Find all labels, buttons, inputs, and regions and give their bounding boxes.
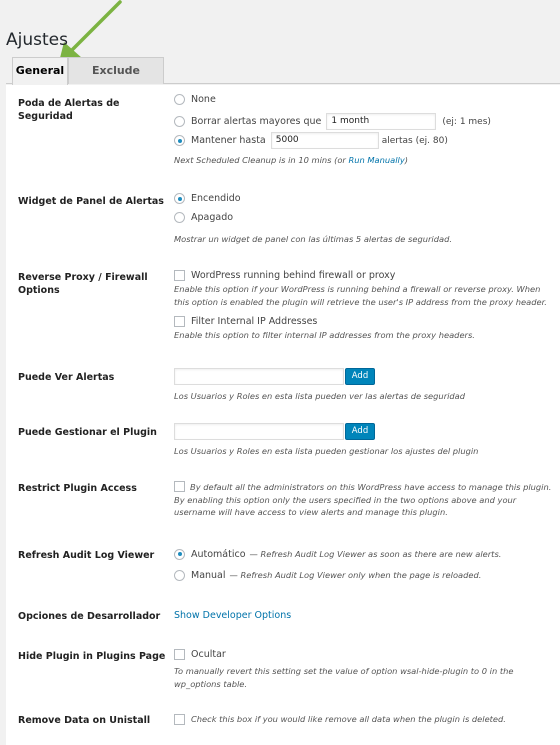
can-view-add-button[interactable]: Add bbox=[345, 368, 375, 385]
hide-plugin-label: Hide Plugin in Plugins Page bbox=[18, 651, 166, 662]
hide-plugin-option[interactable]: Ocultar bbox=[174, 649, 226, 660]
pruning-option-none[interactable]: None bbox=[174, 94, 216, 105]
refresh-option-manual[interactable]: Manual — Refresh Audit Log Viewer only when the page is reloaded. bbox=[174, 569, 481, 582]
pruning-option-older[interactable]: Borrar alertas mayores que 1 month (ej: 1 mes) bbox=[174, 113, 491, 130]
can-manage-add-button[interactable]: Add bbox=[345, 423, 375, 440]
checkbox-remove-data[interactable] bbox=[174, 714, 185, 725]
run-manually-link[interactable]: Run Manually bbox=[348, 155, 405, 165]
can-view-description: Los Usuarios y Roles en esta lista pueden ver las alertas de seguridad bbox=[174, 391, 466, 401]
pruning-option-keep[interactable]: Mantener hasta 5000 alertas (ej. 80) bbox=[174, 132, 448, 149]
widget-option-off[interactable]: Apagado bbox=[174, 212, 233, 223]
tab-bar bbox=[6, 57, 560, 84]
checkbox-filter-ip[interactable] bbox=[174, 316, 185, 327]
widget-label: Widget de Panel de Alertas bbox=[18, 196, 164, 207]
older-than-input[interactable]: 1 month bbox=[326, 113, 436, 130]
hide-plugin-description: To manually revert this setting set the value of option wsal-hide-plugin to 0 in the wp_options table. bbox=[174, 666, 514, 689]
show-developer-options-link[interactable]: Show Developer Options bbox=[174, 610, 292, 621]
can-view-label: Puede Ver Alertas bbox=[18, 372, 115, 383]
checkbox-firewall[interactable] bbox=[174, 270, 185, 281]
radio-refresh-auto[interactable] bbox=[174, 549, 185, 560]
refresh-label: Refresh Audit Log Viewer bbox=[18, 550, 155, 561]
restrict-description: By default all the administrators on this WordPress have access to manage this plugin. By enabling this option only the users specified in the two options above and your username will have access to view alerts and manage this plugin. bbox=[174, 482, 552, 517]
settings-panel bbox=[6, 85, 560, 745]
proxy-option-firewall[interactable]: WordPress running behind firewall or proxy bbox=[174, 270, 395, 281]
checkbox-hide-plugin[interactable] bbox=[174, 649, 185, 660]
keep-up-to-input[interactable]: 5000 bbox=[271, 132, 379, 149]
radio-refresh-manual[interactable] bbox=[174, 570, 185, 581]
developer-label: Opciones de Desarrollador bbox=[18, 611, 161, 622]
radio-older[interactable] bbox=[174, 116, 185, 127]
widget-description: Mostrar un widget de panel con las últimas 5 alertas de seguridad. bbox=[174, 234, 452, 244]
pruning-label: Poda de Alertas de Seguridad bbox=[18, 98, 120, 122]
can-manage-input[interactable] bbox=[174, 423, 344, 440]
next-cleanup-text: Next Scheduled Cleanup is in 10 mins (or Run Manually) bbox=[174, 155, 409, 165]
proxy-label: Reverse Proxy / Firewall Options bbox=[18, 272, 148, 296]
firewall-description: Enable this option if your WordPress is running behind a firewall or reverse proxy. When this option is enabled the plugin will retrieve the user's IP address from the proxy header. bbox=[174, 284, 547, 307]
radio-widget-on[interactable] bbox=[174, 193, 185, 204]
can-view-input[interactable] bbox=[174, 368, 344, 385]
widget-option-on[interactable]: Encendido bbox=[174, 193, 241, 204]
proxy-option-filter[interactable]: Filter Internal IP Addresses bbox=[174, 316, 317, 327]
refresh-option-auto[interactable]: Automático — Refresh Audit Log Viewer as soon as there are new alerts. bbox=[174, 548, 501, 561]
remove-data-label: Remove Data on Unistall bbox=[18, 715, 151, 726]
radio-widget-off[interactable] bbox=[174, 212, 185, 223]
can-manage-description: Los Usuarios y Roles en esta lista pueden gestionar los ajustes del plugin bbox=[174, 446, 479, 456]
radio-keep[interactable] bbox=[174, 135, 185, 146]
can-manage-label: Puede Gestionar el Plugin bbox=[18, 427, 157, 438]
restrict-label: Restrict Plugin Access bbox=[18, 483, 137, 494]
tab-exclude-objects[interactable]: Exclude bbox=[68, 57, 164, 84]
tab-general[interactable]: General bbox=[12, 57, 68, 85]
page-title: Ajustes bbox=[6, 30, 68, 50]
radio-none[interactable] bbox=[174, 94, 185, 105]
filter-description: Enable this option to filter internal IP addresses from the proxy headers. bbox=[174, 330, 475, 340]
remove-data-option[interactable]: Check this box if you would like remove all data when the plugin is deleted. bbox=[174, 713, 506, 726]
